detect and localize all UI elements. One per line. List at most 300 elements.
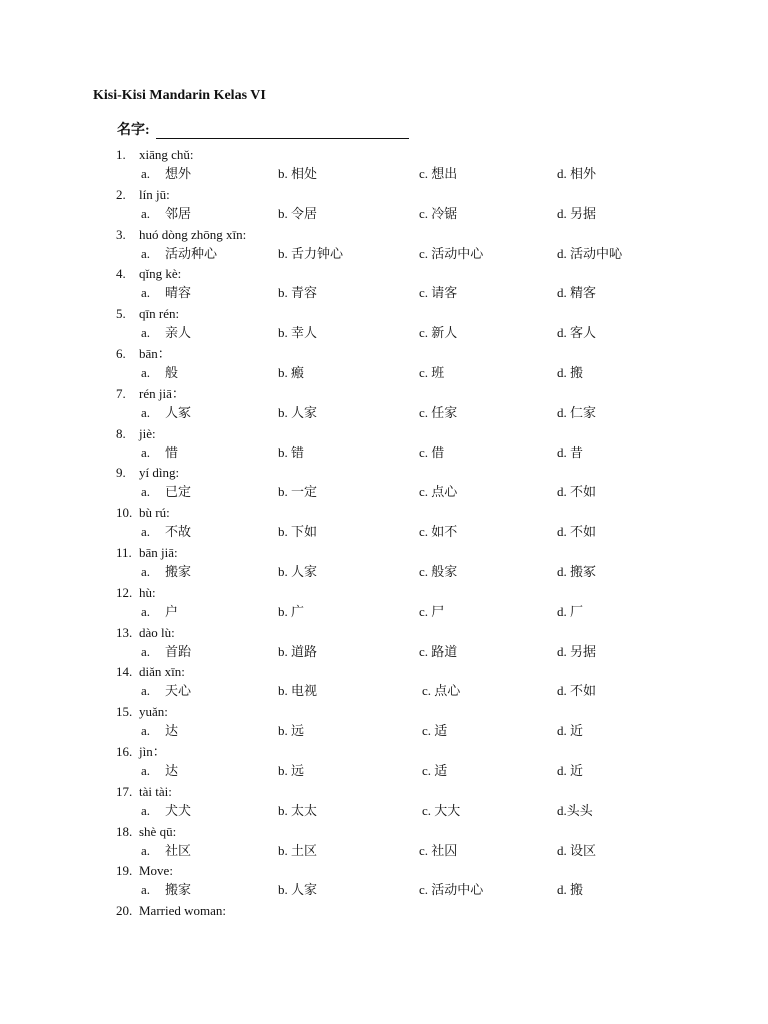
question-prompt: diǎn xīn: — [139, 664, 185, 680]
option-letter: a. — [141, 444, 151, 460]
option-text: 错 — [291, 445, 305, 461]
question-stem — [116, 264, 181, 284]
option-a — [141, 283, 191, 304]
option-text: 下如 — [291, 525, 318, 541]
question-number: 13. — [116, 624, 133, 640]
option-d — [557, 522, 596, 543]
option-letter: b. — [278, 205, 288, 221]
option-c — [419, 403, 457, 424]
option-b — [278, 403, 317, 424]
question-number: 8. — [116, 425, 126, 441]
option-text: 搬冢 — [570, 564, 597, 580]
question-prompt: jiè: — [139, 425, 156, 441]
option-letter: b. — [278, 762, 288, 778]
option-letter: b. — [278, 643, 288, 659]
option-text: 邻居 — [165, 206, 192, 222]
option-text: 精客 — [570, 286, 597, 302]
option-letter: a. — [141, 364, 151, 380]
option-b — [278, 602, 304, 623]
option-letter: d. — [557, 364, 567, 380]
option-c — [419, 522, 457, 543]
option-d — [557, 761, 583, 782]
option-text: 客人 — [570, 326, 597, 342]
option-letter: c. — [422, 683, 432, 699]
option-a — [141, 522, 191, 543]
option-c — [419, 204, 457, 225]
option-text: 道路 — [291, 644, 318, 660]
option-text: 般 — [165, 365, 179, 381]
option-text: 昔 — [570, 445, 584, 461]
option-letter: d. — [557, 643, 567, 659]
option-letter: a. — [141, 802, 151, 818]
question-prompt: xiāng chǔ: — [139, 147, 194, 162]
option-letter: c. — [419, 364, 429, 380]
answer-options — [0, 801, 768, 821]
option-text: 不如 — [570, 525, 597, 541]
question-number: 12. — [116, 584, 133, 600]
option-a — [141, 841, 191, 862]
question-number: 16. — [116, 743, 133, 759]
option-c — [422, 761, 447, 782]
option-a — [141, 204, 191, 225]
option-text: 人家 — [291, 883, 318, 899]
option-letter: a. — [141, 484, 151, 500]
option-d — [557, 602, 583, 623]
option-text: 远 — [291, 724, 305, 740]
option-a — [141, 642, 191, 663]
option-b — [278, 522, 317, 543]
question-stem — [116, 583, 156, 603]
option-c — [419, 602, 444, 623]
question-item — [0, 861, 768, 901]
option-d — [557, 681, 596, 702]
option-text: 想出 — [431, 167, 458, 182]
option-letter: b. — [278, 524, 288, 540]
question-item — [0, 901, 768, 941]
option-a — [141, 403, 191, 424]
option-text: 近 — [570, 724, 584, 740]
option-letter: a. — [141, 882, 151, 898]
option-text: 人家 — [291, 564, 318, 580]
question-stem — [116, 463, 179, 483]
option-text: 班 — [431, 365, 445, 381]
option-text: 近 — [570, 763, 584, 779]
option-d — [557, 403, 596, 424]
option-b — [278, 761, 304, 782]
option-text: 适 — [434, 763, 448, 779]
option-d — [557, 204, 596, 225]
option-letter: a. — [141, 762, 151, 778]
option-text: 搬 — [570, 365, 584, 381]
option-letter: c. — [419, 325, 429, 341]
option-letter: d. — [557, 683, 567, 699]
answer-options — [0, 244, 768, 264]
option-c — [419, 642, 457, 663]
question-stem — [116, 742, 166, 762]
option-letter: b. — [278, 882, 288, 898]
option-letter: d. — [557, 166, 567, 181]
option-c — [419, 164, 457, 185]
answer-options — [0, 443, 768, 463]
option-text: 活动中心 — [431, 883, 484, 899]
option-text: 不故 — [165, 525, 192, 541]
option-text: 如不 — [431, 525, 458, 541]
option-c — [419, 841, 457, 862]
question-item — [0, 543, 768, 583]
answer-options — [0, 841, 768, 861]
option-c — [419, 562, 457, 583]
question-number: 15. — [116, 704, 133, 720]
question-item — [0, 742, 768, 782]
option-text: 人家 — [291, 405, 318, 421]
question-item — [0, 623, 768, 663]
option-text: 仁家 — [570, 405, 597, 421]
option-text: 借 — [431, 445, 445, 461]
option-text: 瘢 — [291, 365, 305, 381]
option-c — [419, 482, 457, 503]
answer-options — [0, 562, 768, 582]
answer-options — [0, 761, 768, 781]
question-prompt: qīn rén: — [139, 306, 180, 322]
option-c — [422, 801, 460, 822]
option-letter: b. — [278, 285, 288, 301]
question-number: 11. — [116, 544, 132, 560]
option-c — [419, 323, 457, 344]
option-text: 任家 — [431, 405, 458, 421]
question-prompt: yuǎn: — [139, 704, 168, 720]
option-letter: b. — [278, 444, 288, 460]
answer-options — [0, 363, 768, 383]
option-text: 达 — [165, 763, 179, 779]
option-letter: a. — [141, 404, 151, 420]
option-letter: d. — [557, 404, 567, 420]
option-letter: d. — [557, 882, 567, 898]
option-letter: c. — [419, 882, 429, 898]
question-item — [0, 463, 768, 503]
question-stem — [116, 623, 175, 643]
option-letter: d. — [557, 603, 567, 619]
option-b — [278, 443, 304, 464]
option-letter: b. — [278, 603, 288, 619]
question-number: 20. — [116, 903, 133, 919]
option-a — [141, 443, 178, 464]
option-text: 户 — [165, 604, 179, 620]
option-text: 活动中吣 — [570, 246, 623, 262]
option-b — [278, 283, 317, 304]
option-a — [141, 482, 191, 503]
option-letter: a. — [141, 563, 151, 579]
option-text: 相处 — [291, 167, 318, 182]
option-a — [141, 721, 178, 742]
question-stem — [116, 543, 178, 563]
option-letter: c. — [422, 762, 432, 778]
option-d — [557, 363, 583, 384]
question-number: 5. — [116, 306, 126, 322]
option-letter: a. — [141, 205, 151, 221]
option-letter: d. — [557, 245, 567, 261]
question-stem — [116, 662, 185, 682]
answer-options — [0, 522, 768, 542]
option-letter: d. — [557, 205, 567, 221]
option-b — [278, 363, 304, 384]
option-letter: a. — [141, 166, 151, 181]
option-text: 亲人 — [165, 326, 192, 342]
question-item — [0, 424, 768, 464]
option-text: 广 — [291, 604, 305, 620]
question-stem — [116, 344, 171, 364]
question-number: 19. — [116, 863, 133, 879]
option-text: 晴容 — [165, 286, 192, 302]
answer-options — [0, 602, 768, 622]
option-letter: d. — [557, 524, 567, 540]
option-letter: b. — [278, 364, 288, 380]
option-letter: d. — [557, 842, 567, 858]
option-text: 太太 — [291, 803, 318, 819]
option-letter: d. — [557, 723, 567, 739]
option-text: 土区 — [291, 843, 318, 859]
option-text: 已定 — [165, 485, 192, 501]
option-letter: c. — [422, 802, 432, 818]
question-stem — [116, 185, 170, 205]
option-a — [141, 363, 178, 384]
option-letter: d. — [557, 444, 567, 460]
question-prompt: lín jū: — [139, 186, 170, 202]
option-letter: d. — [557, 484, 567, 500]
option-text: 达 — [165, 724, 179, 740]
answer-options — [0, 642, 768, 662]
name-blank-line — [156, 124, 409, 139]
option-b — [278, 642, 317, 663]
option-letter: a. — [141, 723, 151, 739]
option-letter: a. — [141, 683, 151, 699]
answer-options — [0, 403, 768, 423]
question-item — [0, 384, 768, 424]
option-b — [278, 244, 343, 265]
question-item — [0, 583, 768, 623]
question-item — [0, 782, 768, 822]
question-prompt: huó dòng zhōng xīn: — [139, 226, 247, 242]
option-b — [278, 841, 317, 862]
question-stem — [116, 782, 172, 802]
question-prompt: rén jiā： — [139, 385, 185, 401]
answer-options — [0, 283, 768, 303]
option-text: 点心 — [434, 684, 461, 700]
option-letter: c. — [419, 444, 429, 460]
option-d — [557, 841, 596, 862]
option-c — [422, 681, 460, 702]
option-a — [141, 244, 217, 265]
question-number: 17. — [116, 783, 133, 799]
option-d — [557, 244, 622, 265]
document-title: Kisi-Kisi Mandarin Kelas VI — [93, 88, 266, 103]
question-stem — [116, 702, 168, 722]
option-text: 般家 — [431, 564, 458, 580]
option-letter: b. — [278, 245, 288, 261]
option-a — [141, 164, 191, 185]
option-text: 请客 — [431, 286, 458, 302]
option-a — [141, 681, 191, 702]
option-b — [278, 681, 317, 702]
option-d — [557, 562, 596, 583]
option-letter: d. — [557, 285, 567, 301]
question-item — [0, 702, 768, 742]
option-letter: c. — [419, 285, 429, 301]
question-stem — [116, 822, 176, 842]
option-text: 冷锯 — [431, 206, 458, 222]
option-text: 一定 — [291, 485, 318, 501]
name-label: 名字: — [117, 123, 150, 138]
option-d — [557, 164, 596, 185]
option-text: 头头 — [566, 803, 593, 819]
option-a — [141, 801, 191, 822]
option-text: 社区 — [165, 843, 192, 859]
option-text: 适 — [434, 724, 448, 740]
option-text: 搬家 — [165, 883, 192, 899]
option-text: 首跆 — [165, 644, 192, 660]
option-c — [419, 443, 444, 464]
question-stem — [116, 503, 170, 523]
option-text: 相外 — [570, 167, 597, 182]
option-letter: a. — [141, 643, 151, 659]
question-item — [0, 304, 768, 344]
option-text: 新人 — [431, 326, 458, 342]
option-text: 社囚 — [431, 843, 458, 859]
option-a — [141, 761, 178, 782]
question-prompt: jìn： — [139, 743, 166, 759]
option-text: 设区 — [570, 843, 597, 859]
option-letter: b. — [278, 563, 288, 579]
option-a — [141, 323, 191, 344]
question-item — [0, 662, 768, 702]
question-prompt: bù rú: — [139, 505, 170, 521]
option-text: 远 — [291, 763, 305, 779]
option-d — [557, 721, 583, 742]
option-d — [557, 482, 596, 503]
option-b — [278, 164, 317, 185]
option-text: 大大 — [434, 803, 461, 819]
option-text: 活动中心 — [431, 246, 484, 262]
option-text: 搬家 — [165, 564, 192, 580]
option-text: 犬犬 — [165, 803, 192, 819]
question-number: 18. — [116, 823, 133, 839]
question-number: 2. — [116, 186, 126, 202]
option-b — [278, 721, 304, 742]
option-letter: a. — [141, 603, 151, 619]
option-letter: c. — [419, 484, 429, 500]
option-text: 天心 — [165, 684, 192, 700]
option-letter: d. — [557, 325, 567, 341]
option-letter: c. — [419, 245, 429, 261]
option-text: 电视 — [291, 684, 318, 700]
option-letter: c. — [419, 643, 429, 659]
question-item — [0, 225, 768, 265]
question-prompt: Move: — [139, 863, 173, 879]
option-a — [141, 562, 191, 583]
option-text: 舌力钟心 — [291, 246, 344, 262]
option-letter: d. — [557, 802, 567, 818]
answer-options — [0, 204, 768, 224]
option-text: 搬 — [570, 883, 584, 899]
answer-options — [0, 681, 768, 701]
option-letter: c. — [419, 205, 429, 221]
question-prompt: yí dìng: — [139, 465, 180, 481]
question-item — [0, 822, 768, 862]
option-letter: b. — [278, 484, 288, 500]
question-item — [0, 264, 768, 304]
option-letter: c. — [419, 842, 429, 858]
option-c — [419, 880, 483, 901]
question-item — [0, 185, 768, 225]
question-prompt: tài tài: — [139, 783, 172, 799]
option-letter: d. — [557, 762, 567, 778]
option-letter: b. — [278, 683, 288, 699]
option-a — [141, 880, 191, 901]
option-letter: c. — [419, 404, 429, 420]
option-b — [278, 880, 317, 901]
option-c — [422, 721, 447, 742]
option-text: 另据 — [570, 206, 597, 222]
option-text: 点心 — [431, 485, 458, 501]
option-letter: b. — [278, 325, 288, 341]
option-b — [278, 323, 317, 344]
option-letter: c. — [419, 524, 429, 540]
option-text: 想外 — [165, 167, 192, 182]
option-letter: c. — [419, 563, 429, 579]
name-field — [117, 119, 409, 139]
question-number: 3. — [116, 226, 126, 242]
option-text: 不如 — [570, 684, 597, 700]
answer-options — [0, 164, 768, 184]
option-c — [419, 244, 483, 265]
question-stem — [116, 225, 246, 245]
option-d — [557, 642, 596, 663]
question-prompt: bān： — [139, 345, 171, 361]
question-number: 4. — [116, 266, 126, 282]
option-letter: a. — [141, 842, 151, 858]
option-letter: c. — [422, 723, 432, 739]
question-number: 1. — [116, 147, 126, 162]
option-text: 青容 — [291, 286, 318, 302]
question-stem — [116, 145, 194, 165]
option-letter: c. — [419, 166, 429, 181]
option-letter: b. — [278, 842, 288, 858]
option-text: 人冢 — [165, 405, 192, 421]
question-prompt: qǐng kè: — [139, 266, 182, 282]
option-c — [419, 283, 457, 304]
question-prompt: shè qū: — [139, 823, 177, 839]
option-c — [419, 363, 444, 384]
option-text: 惜 — [165, 445, 179, 461]
question-stem — [116, 384, 185, 404]
option-text: 幸人 — [291, 326, 318, 342]
answer-options — [0, 323, 768, 343]
question-item — [0, 344, 768, 384]
option-d — [557, 323, 596, 344]
option-text: 路道 — [431, 644, 458, 660]
question-prompt: dào lù: — [139, 624, 175, 640]
option-letter: a. — [141, 325, 151, 341]
option-letter: b. — [278, 404, 288, 420]
option-d — [557, 880, 583, 901]
option-letter: c. — [419, 603, 429, 619]
question-number: 7. — [116, 385, 126, 401]
question-prompt: Married woman: — [139, 903, 227, 919]
option-letter: b. — [278, 723, 288, 739]
question-prompt: hù: — [139, 584, 156, 600]
option-d — [557, 283, 596, 304]
option-text: 令居 — [291, 206, 318, 222]
question-item — [0, 503, 768, 543]
